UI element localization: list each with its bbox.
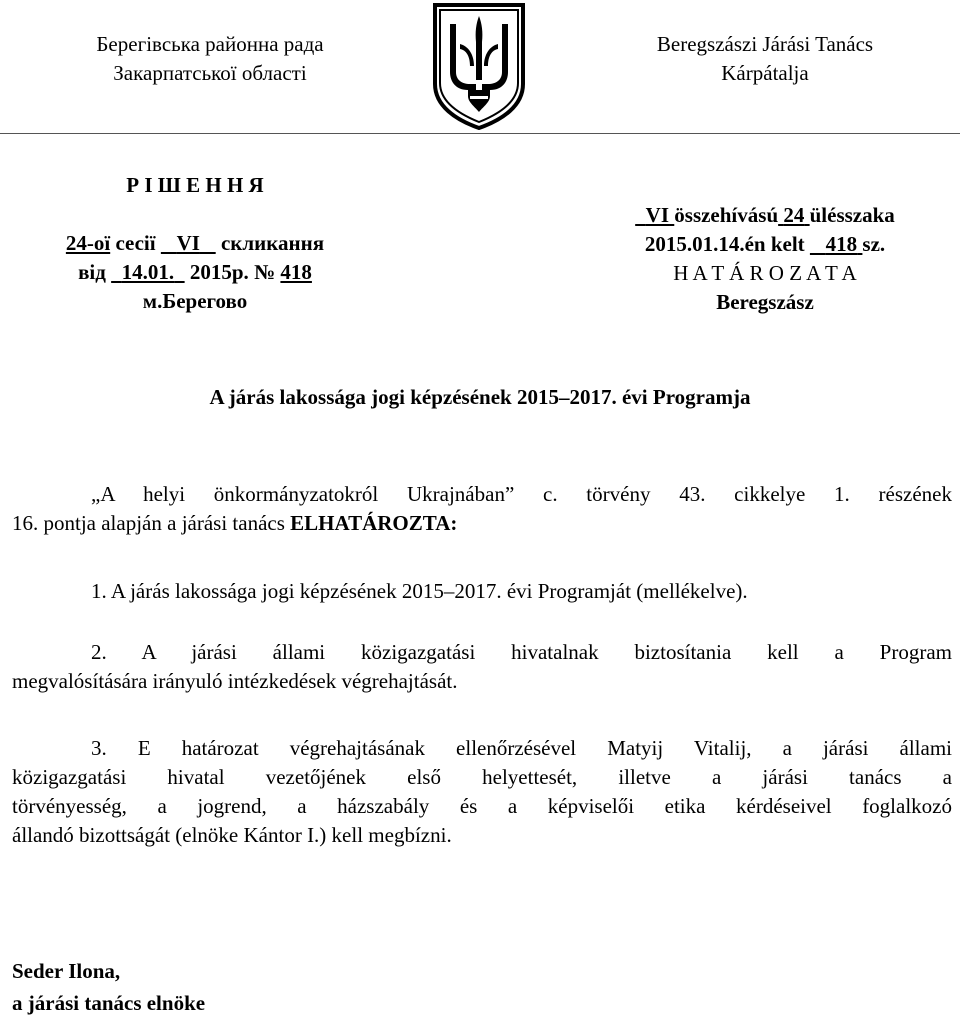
item-3-line-4: állandó bizottságát (elnöke Kántor I.) kell megbízni. bbox=[12, 823, 452, 847]
date-prefix: від bbox=[78, 260, 106, 284]
item-3-line-2: közigazgatási hivatal vezetőjének első helyettesét, illetve a járási tanács a bbox=[12, 765, 952, 789]
council-name-hu: Beregszászi Járási Tanács bbox=[656, 32, 874, 56]
decision-number-hu: 418 bbox=[825, 232, 858, 256]
date-line-ua bbox=[15, 258, 375, 287]
region-name-ua: Закарпатської області bbox=[113, 61, 307, 85]
law-reference-paragraph bbox=[12, 480, 952, 538]
signature-block bbox=[12, 955, 205, 1019]
region-name-hu: Kárpátalja bbox=[721, 61, 809, 85]
law-line-1: „A helyi önkormányzatokról Ukrajnában” c. törvény 43. cikkelye 1. részének bbox=[91, 482, 952, 506]
program-title: A járás lakossága jogi képzésének 2015–2017. évi Programja bbox=[209, 385, 751, 409]
place-hu: Beregszász bbox=[716, 290, 814, 314]
date-hu: 2015.01.14.én kelt bbox=[644, 232, 805, 256]
decision-block-hu bbox=[580, 201, 950, 317]
item-2-line-2: megvalósítására irányuló intézkedések végrehajtását. bbox=[12, 669, 458, 693]
council-name-ua: Берегівська районна рада bbox=[96, 32, 324, 56]
item-2-line-1: 2. A járási állami közigazgatási hivatalnak biztosítania kell a Program bbox=[91, 640, 952, 664]
convocation-number: VI bbox=[176, 231, 200, 255]
place-ua: м.Берегово bbox=[142, 289, 248, 313]
session-number-hu: 24 bbox=[783, 203, 805, 227]
item-3-line-3: törvényesség, a jogrend, a házszabály és a képviselői etika kérdéseivel foglalkozó bbox=[12, 794, 952, 818]
convocation-word-hu: összehívású bbox=[674, 203, 779, 227]
session-word: сесії bbox=[115, 231, 156, 255]
header-divider bbox=[0, 133, 960, 134]
decision-item-1: 1. A járás lakossága jogi képzésének 2015–2017. évi Programját (mellékelve). bbox=[91, 579, 748, 603]
trident-coat-of-arms-icon bbox=[432, 2, 526, 130]
date-line-hu bbox=[580, 230, 950, 259]
number-sign: № bbox=[254, 260, 276, 284]
decision-number-ua: 418 bbox=[280, 260, 312, 284]
decision-item-2 bbox=[12, 638, 952, 696]
number-suffix-hu: sz. bbox=[862, 232, 886, 256]
date-value: 14.01. bbox=[121, 260, 175, 284]
law-line-2 bbox=[12, 509, 952, 538]
convocation-word: скликання bbox=[220, 231, 325, 255]
decision-item-3 bbox=[12, 734, 952, 850]
header-left bbox=[20, 30, 400, 88]
session-line-hu bbox=[580, 201, 950, 230]
convocation-hu: VI bbox=[645, 203, 670, 227]
header-right bbox=[580, 30, 950, 88]
signatory-role: a járási tanács elnöke bbox=[12, 991, 206, 1015]
session-number: 24-ої bbox=[65, 231, 111, 255]
session-word-hu: ülésszaka bbox=[809, 203, 895, 227]
decision-block-ua bbox=[15, 171, 375, 316]
signatory-name: Seder Ilona, bbox=[12, 959, 121, 983]
decision-year: 2015р. bbox=[189, 260, 249, 284]
decision-title-hu: H A T Á R O Z A T A bbox=[673, 261, 857, 285]
decision-title-ua: Р І Ш Е Н Н Я bbox=[126, 173, 264, 197]
decides-label: ELHATÁROZTA: bbox=[290, 511, 458, 535]
session-line-ua bbox=[15, 229, 375, 258]
item-3-line-1: 3. E határozat végrehajtásának ellenőrzésével Matyij Vitalij, a járási állami bbox=[91, 736, 952, 760]
law-line-2-text: 16. pontja alapján a járási tanács bbox=[12, 511, 285, 535]
